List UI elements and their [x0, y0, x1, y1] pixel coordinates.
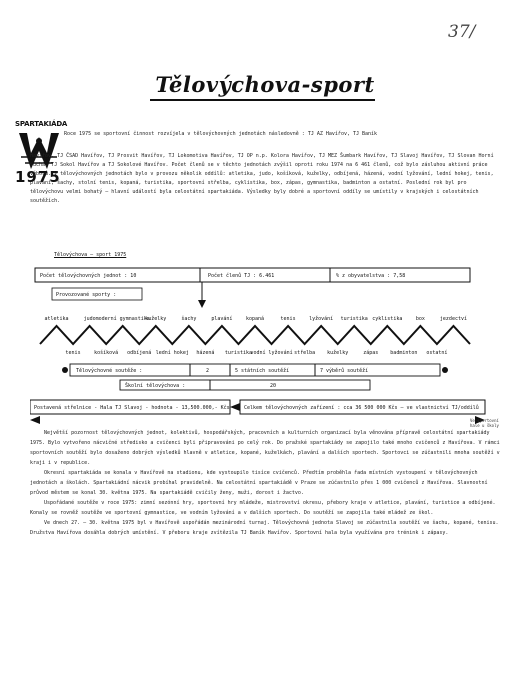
diagram-caption: Tělovýchova – sport 1975: [54, 252, 127, 258]
sport-label-bottom: házená: [196, 350, 215, 356]
body-paragraph: Okresní spartakiáda se konala v Havířově na stadionu, kde vystoupilo tisíce cvičenců. Předtím proběhla řada místních vystoupení v tělovýchovných jednotách a školách. Spartakiádní nácvik probíhal pravidelně. Na celostátní spartakiádě v Praze se zúčastnilo přes 1 000 cvičenců z Havířova. Slavnostní průvod městem se konal 30. května 1975. Na spartakiádě cvičily ženy, muži, dorost i žactvo.: [30, 470, 488, 496]
title-underline: [150, 99, 375, 101]
hall-text: Postavená střelnice - Hala TJ Slavoj - hodnota - 13,500.000,- Kčs: [34, 405, 230, 411]
sport-label-top: šachy: [181, 316, 197, 322]
competitions-selection: 7 výběrů soutěží: [320, 368, 369, 374]
sport-label-bottom: tenis: [65, 350, 81, 356]
sport-label-top: cyklistika: [372, 316, 403, 322]
intro-paragraph: Havířov, TJ ČSAD Havířov, TJ Prosvit Havířov, TJ Lokomotiva Havířov, TJ OP n.p. Kolora Havířov, TJ MEZ Šumbark Havířov, TJ Slavoj Havířov, TJ Slovan Horní Suchá, TJ Sokol Havířov a TJ Sokolové Havířov. Počet členů se v těchto jednotách zvýšil oproti roku 1974 na 6 461 členů, což bylo zásluhou aktivní práce výborů. V tělovýchovných jednotách bylo v provozu několik oddílů: atletika, judo, košíková, kuželky, odbíjená, házená, vodní lyžování, lední hokej, tenis, plavání, šachy, stolní tenis, kopaná, turistika, sportovní střelba, cyklistika, box, zápas, gymnastika, badminton a ostatní. Poslední rok byl pro tělovýchovu velmi bohatý – hlavní událostí byla celostátní spartakiáda. Výsledky byly dobré a sportovní oddíly se umístily v krajských i celostátních soutěžích.: [30, 153, 494, 204]
logo-top-text: SPARTAKIÁDA: [15, 120, 68, 128]
sport-label-top: kuželky: [145, 316, 167, 322]
sports-group-label: Provozované sporty :: [56, 292, 117, 298]
sport-structure-diagram: [30, 264, 490, 424]
sport-label-top: jezdectví: [439, 316, 468, 322]
sport-label-bottom: zápas: [363, 350, 379, 356]
sport-label-bottom: vodní lyžování: [250, 350, 293, 356]
sport-label-top: atletika: [44, 316, 69, 322]
competitions-label: Tělovýchovné soutěže :: [76, 368, 143, 374]
competitions-count: 2: [206, 368, 210, 374]
sport-label-bottom: turistika: [224, 350, 253, 356]
sport-label-bottom: kuželky: [327, 350, 349, 356]
body-paragraph: Největší pozornost tělovýchovných jednot, kolektivů, hospodářských, pracovních a kulturních organizací byla věnována přípravě celostátní spartakiády 1975. Bylo vytvořeno nácvičné středisko a cvičenci byli připravováni po celý rok. Do pražské spartakiády se zapojilo také mnoho cvičenců z Havířova. V rámci sportovních soutěží bylo dosaženo dobrých výsledků hlavně v atletice, kopané, kuželkách, plavání a dalších sportech. Sportovci se zúčastnili mnoha soutěží v kraji i v republice.: [30, 430, 500, 466]
sport-label-bottom: střelba: [294, 350, 316, 356]
sport-label-top: lyžování: [309, 316, 334, 322]
schools-value: 20: [270, 383, 277, 389]
schools-label: Školní tělovýchova :: [125, 383, 186, 389]
down-arrow-icon: [198, 300, 206, 308]
stat-tj-count: Počet tělovýchovných jednot : 10: [40, 273, 137, 279]
page-title: Tělovýchova-sport: [155, 72, 375, 97]
body-paragraph: Ve dnech 27. – 30. května 1975 byl v Havířově uspořádán mezinárodní turnaj. Tělovýchovná jednota Slavoj se zúčastnila soutěží ve šachu, kopané, tenisu. Družstva Havířova dosáhla dobrých umístění. V přeboru kraje zvítězila TJ Baník Havířov. Sportovní hala byla využívána pro trénink i zápasy.: [30, 520, 499, 536]
sport-label-top: tenis: [280, 316, 296, 322]
logo-year: 1975: [15, 168, 61, 186]
sport-label-top: judo: [83, 316, 96, 322]
page-number: 37/: [448, 22, 476, 42]
stat-members: Počet členů TJ : 6.461: [208, 273, 275, 279]
intro-line: Roce 1975 se sportovní činnost rozvíjela v tělovýchovných jednotách následovně : TJ AZ Havířov, TJ Baník: [64, 131, 378, 137]
sport-label-top: plavání: [211, 316, 233, 322]
sport-label-bottom: lední hokej: [155, 350, 189, 356]
body-paragraph: Uspořádané soutěže v roce 1975: zimní sezónní hry, sportovní hry mládeže, mistrovství okresu, přebory kraje v atletice, plavání, turistice a odbíjené. Konaly se rovněž soutěže ve sportovní gymnastice, ve vodním lyžování a v dalších sportech. Do soutěží se zapojila také mládež ze škol.: [30, 500, 496, 516]
sport-label-top: moderní gymnastika: [95, 316, 150, 322]
body-text: [30, 428, 500, 538]
sports-zigzag: [40, 326, 470, 344]
sport-label-top: box: [415, 316, 425, 322]
margin-note: Ve sportovní hale u školy: [470, 418, 499, 428]
stat-percent: % z obyvatelstva : 7,58: [336, 273, 406, 279]
sport-label-bottom: košíková: [94, 350, 119, 356]
sport-label-top: kopaná: [245, 316, 265, 322]
sport-label-bottom: odbíjená: [127, 350, 152, 356]
competitions-state: 5 státních soutěží: [235, 368, 290, 374]
sport-label-bottom: badminton: [390, 350, 418, 356]
facilities-text: Celkem tělovýchovných zařízení : cca 36 500 000 Kčs – ve vlastnictví TJ/oddílů: [244, 405, 479, 411]
sport-label-bottom: ostatní: [426, 350, 448, 356]
sport-label-top: turistika: [340, 316, 368, 322]
